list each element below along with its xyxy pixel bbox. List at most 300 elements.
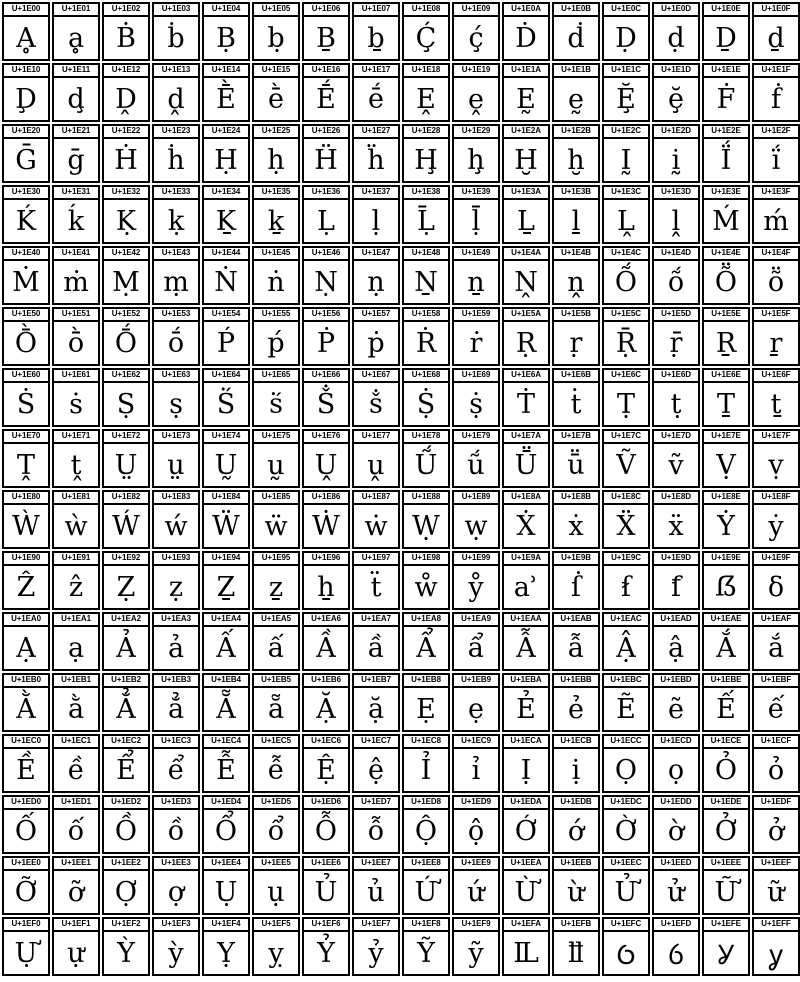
codepoint-label: U+1EF9: [454, 919, 498, 932]
glyph-cell: [452, 2, 500, 61]
codepoint-label: U+1E41: [54, 248, 98, 261]
glyph-character: Ḋ: [515, 22, 537, 54]
glyph-cell: [752, 185, 800, 244]
glyph-character: Ự: [14, 937, 38, 969]
codepoint-label: U+1E60: [4, 370, 48, 383]
glyph-cell: [502, 2, 550, 61]
glyph-cell: [252, 612, 300, 671]
glyph-character: Ổ: [214, 815, 238, 847]
glyph-character: Ḕ: [216, 83, 236, 115]
glyph-cell: [752, 429, 800, 488]
glyph-character: Ể: [116, 754, 136, 786]
glyph-character: Ẁ: [12, 510, 40, 542]
glyph-character: ẑ: [68, 571, 84, 603]
glyph-character: Ỗ: [314, 815, 338, 847]
glyph-character: ẏ: [768, 510, 784, 542]
codepoint-label: U+1E62: [104, 370, 148, 383]
glyph-character: ỉ: [471, 754, 481, 786]
glyph-character: Ề: [16, 754, 36, 786]
glyph-character: ẫ: [567, 632, 585, 664]
codepoint-label: U+1E68: [404, 370, 448, 383]
codepoint-label: U+1E47: [354, 248, 398, 261]
codepoint-label: U+1EF2: [104, 919, 148, 932]
glyph-character: ọ: [667, 754, 685, 786]
codepoint-label: U+1E86: [304, 492, 348, 505]
glyph-character: Ḗ: [316, 83, 336, 115]
glyph-character: ẚ: [513, 571, 539, 603]
codepoint-label: U+1E7B: [554, 431, 598, 444]
glyph-cell: [102, 612, 150, 671]
glyph-cell: [152, 795, 200, 854]
glyph-character: Ṛ: [515, 327, 537, 359]
codepoint-label: U+1E61: [54, 370, 98, 383]
glyph-character: Ṕ: [216, 327, 236, 359]
glyph-cell: [652, 673, 700, 732]
glyph-cell: [752, 612, 800, 671]
glyph-character: ở: [767, 815, 785, 847]
codepoint-label: U+1EA5: [254, 614, 298, 627]
glyph-character: Ị: [520, 754, 532, 786]
glyph-cell: [252, 490, 300, 549]
glyph-character: ṙ: [469, 327, 483, 359]
glyph-cell: [702, 795, 750, 854]
glyph-cell: [302, 2, 350, 61]
codepoint-label: U+1ED9: [454, 797, 498, 810]
glyph-cell: [402, 307, 450, 366]
glyph-cell: [702, 551, 750, 610]
glyph-cell: [252, 307, 300, 366]
codepoint-label: U+1E93: [154, 553, 198, 566]
glyph-character: ẇ: [364, 510, 388, 542]
glyph-cell: [252, 551, 300, 610]
glyph-character: ṁ: [63, 266, 89, 298]
glyph-cell: [352, 368, 400, 427]
glyph-character: Ḛ: [516, 83, 536, 115]
codepoint-label: U+1E8C: [604, 492, 648, 505]
glyph-character: Ḷ: [317, 205, 335, 237]
codepoint-label: U+1E14: [204, 65, 248, 78]
glyph-character: ẽ: [668, 693, 684, 725]
glyph-character: Ẳ: [116, 693, 136, 725]
glyph-character: ṅ: [267, 266, 285, 298]
codepoint-label: U+1E87: [354, 492, 398, 505]
glyph-cell: [102, 490, 150, 549]
codepoint-label: U+1EBD: [654, 675, 698, 688]
codepoint-label: U+1E53: [154, 309, 198, 322]
codepoint-label: U+1E12: [104, 65, 148, 78]
glyph-character: Ủ: [314, 876, 338, 908]
glyph-character: ụ: [267, 876, 285, 908]
glyph-character: ḉ: [468, 22, 484, 54]
glyph-cell: [602, 124, 650, 183]
glyph-character: ḫ: [567, 144, 585, 176]
codepoint-label: U+1E84: [204, 492, 248, 505]
codepoint-label: U+1E11: [54, 65, 98, 78]
glyph-character: Ḿ: [712, 205, 740, 237]
glyph-cell: [452, 429, 500, 488]
glyph-character: Ḟ: [716, 83, 736, 115]
glyph-cell: [102, 246, 150, 305]
glyph-cell: [402, 124, 450, 183]
codepoint-label: U+1ED7: [354, 797, 398, 810]
codepoint-label: U+1E52: [104, 309, 148, 322]
codepoint-label: U+1E35: [254, 187, 298, 200]
codepoint-label: U+1E6F: [754, 370, 798, 383]
glyph-character: ṉ: [467, 266, 485, 298]
glyph-grid: [2, 2, 798, 976]
codepoint-label: U+1E9A: [504, 553, 548, 566]
glyph-character: Ấ: [216, 632, 236, 664]
glyph-cell: [702, 917, 750, 976]
codepoint-label: U+1EB0: [4, 675, 48, 688]
codepoint-label: U+1E3F: [754, 187, 798, 200]
codepoint-label: U+1E33: [154, 187, 198, 200]
glyph-character: Ế: [716, 693, 736, 725]
codepoint-label: U+1E7F: [754, 431, 798, 444]
glyph-cell: [252, 917, 300, 976]
codepoint-label: U+1E8A: [504, 492, 548, 505]
glyph-character: ẍ: [668, 510, 684, 542]
glyph-character: Ḃ: [116, 22, 136, 54]
glyph-cell: [652, 490, 700, 549]
glyph-character: Ḍ: [615, 22, 637, 54]
glyph-cell: [752, 917, 800, 976]
glyph-character: ṻ: [567, 449, 585, 481]
glyph-character: Ỉ: [420, 754, 432, 786]
codepoint-label: U+1E90: [4, 553, 48, 566]
glyph-character: ḣ: [167, 144, 185, 176]
codepoint-label: U+1E39: [454, 187, 498, 200]
glyph-cell: [202, 856, 250, 915]
codepoint-label: U+1E2E: [704, 126, 748, 139]
glyph-cell: [652, 63, 700, 122]
glyph-cell: [402, 63, 450, 122]
glyph-cell: [352, 673, 400, 732]
glyph-cell: [102, 856, 150, 915]
glyph-cell: [2, 185, 50, 244]
glyph-cell: [602, 63, 650, 122]
glyph-cell: [702, 734, 750, 793]
glyph-cell: [602, 246, 650, 305]
glyph-character: Ậ: [616, 632, 636, 664]
glyph-cell: [402, 917, 450, 976]
codepoint-label: U+1E31: [54, 187, 98, 200]
glyph-character: ễ: [267, 754, 285, 786]
codepoint-label: U+1E73: [154, 431, 198, 444]
codepoint-label: U+1EDD: [654, 797, 698, 810]
glyph-character: Ờ: [614, 815, 638, 847]
glyph-character: ṷ: [367, 449, 385, 481]
glyph-cell: [502, 917, 550, 976]
codepoint-label: U+1EE0: [4, 858, 48, 871]
glyph-character: Ṻ: [514, 449, 538, 481]
codepoint-label: U+1EAB: [554, 614, 598, 627]
glyph-cell: [452, 734, 500, 793]
glyph-cell: [52, 917, 100, 976]
glyph-cell: [52, 734, 100, 793]
codepoint-label: U+1EAF: [754, 614, 798, 627]
glyph-cell: [102, 63, 150, 122]
glyph-cell: [352, 551, 400, 610]
glyph-cell: [202, 185, 250, 244]
codepoint-label: U+1E54: [204, 309, 248, 322]
glyph-character: ẘ: [414, 571, 438, 603]
glyph-character: Ṡ: [16, 388, 36, 420]
glyph-cell: [702, 307, 750, 366]
codepoint-label: U+1EF1: [54, 919, 98, 932]
codepoint-label: U+1E1C: [604, 65, 648, 78]
glyph-character: ṩ: [469, 388, 483, 420]
codepoint-label: U+1ED2: [104, 797, 148, 810]
glyph-cell: [102, 917, 150, 976]
glyph-character: ḙ: [468, 83, 484, 115]
codepoint-label: U+1EE3: [154, 858, 198, 871]
glyph-character: Ṁ: [12, 266, 40, 298]
glyph-cell: [302, 63, 350, 122]
glyph-cell: [352, 185, 400, 244]
glyph-cell: [402, 429, 450, 488]
codepoint-label: U+1E82: [104, 492, 148, 505]
codepoint-label: U+1EAD: [654, 614, 698, 627]
glyph-character: Ḑ: [15, 83, 37, 115]
codepoint-label: U+1E78: [404, 431, 448, 444]
glyph-character: ḃ: [167, 22, 185, 54]
glyph-cell: [2, 490, 50, 549]
codepoint-label: U+1E1F: [754, 65, 798, 78]
codepoint-label: U+1E36: [304, 187, 348, 200]
codepoint-label: U+1E51: [54, 309, 98, 322]
glyph-character: Ả: [116, 632, 136, 664]
glyph-character: Ồ: [114, 815, 138, 847]
codepoint-label: U+1EB6: [304, 675, 348, 688]
codepoint-label: U+1E70: [4, 431, 48, 444]
glyph-cell: [652, 551, 700, 610]
glyph-character: Ỵ: [217, 937, 235, 969]
glyph-character: Ẑ: [16, 571, 36, 603]
codepoint-label: U+1EEB: [554, 858, 598, 871]
glyph-cell: [302, 429, 350, 488]
glyph-cell: [752, 673, 800, 732]
glyph-character: ẉ: [464, 510, 488, 542]
codepoint-label: U+1E2B: [554, 126, 598, 139]
glyph-cell: [352, 429, 400, 488]
glyph-cell: [552, 124, 600, 183]
glyph-cell: [402, 612, 450, 671]
glyph-character: Ṵ: [214, 449, 238, 481]
codepoint-label: U+1EA4: [204, 614, 248, 627]
codepoint-label: U+1E94: [204, 553, 248, 566]
glyph-character: ḩ: [467, 144, 485, 176]
glyph-character: ẁ: [64, 510, 88, 542]
glyph-cell: [202, 368, 250, 427]
glyph-character: ợ: [167, 876, 185, 908]
glyph-character: ẅ: [264, 510, 288, 542]
glyph-cell: [302, 856, 350, 915]
codepoint-label: U+1E1B: [554, 65, 598, 78]
glyph-cell: [602, 429, 650, 488]
glyph-character: ḧ: [367, 144, 385, 176]
glyph-cell: [602, 551, 650, 610]
glyph-cell: [2, 63, 50, 122]
codepoint-label: U+1EA7: [354, 614, 398, 627]
glyph-character: Ẻ: [516, 693, 536, 725]
codepoint-label: U+1EC8: [404, 736, 448, 749]
glyph-cell: [502, 490, 550, 549]
codepoint-label: U+1E01: [54, 4, 98, 17]
glyph-character: Ớ: [514, 815, 538, 847]
codepoint-label: U+1E20: [4, 126, 48, 139]
glyph-character: Ṝ: [615, 327, 637, 359]
glyph-character: ṱ: [70, 449, 82, 481]
glyph-character: ḥ: [267, 144, 285, 176]
codepoint-label: U+1E3D: [654, 187, 698, 200]
glyph-character: Ḥ: [214, 144, 238, 176]
glyph-cell: [2, 917, 50, 976]
glyph-character: ẞ: [714, 571, 738, 603]
glyph-cell: [652, 368, 700, 427]
glyph-cell: [2, 551, 50, 610]
glyph-character: Ḙ: [416, 83, 436, 115]
glyph-cell: [652, 856, 700, 915]
glyph-character: ḵ: [267, 205, 285, 237]
glyph-cell: [302, 490, 350, 549]
glyph-character: Ḧ: [314, 144, 338, 176]
glyph-cell: [102, 185, 150, 244]
codepoint-label: U+1E5F: [754, 309, 798, 322]
codepoint-label: U+1E18: [404, 65, 448, 78]
glyph-character: ṛ: [569, 327, 583, 359]
glyph-cell: [602, 490, 650, 549]
glyph-cell: [252, 734, 300, 793]
glyph-character: ṗ: [367, 327, 385, 359]
codepoint-label: U+1E1D: [654, 65, 698, 78]
glyph-cell: [202, 2, 250, 61]
glyph-character: Ṥ: [216, 388, 236, 420]
glyph-cell: [502, 551, 550, 610]
codepoint-label: U+1EFF: [754, 919, 798, 932]
glyph-character: ẖ: [317, 571, 335, 603]
glyph-character: Ḇ: [316, 22, 336, 54]
glyph-character: Ẽ: [616, 693, 636, 725]
codepoint-label: U+1E45: [254, 248, 298, 261]
glyph-cell: [752, 124, 800, 183]
glyph-character: Ố: [14, 815, 38, 847]
glyph-cell: [702, 2, 750, 61]
glyph-character: Ắ: [716, 632, 736, 664]
glyph-character: ḑ: [67, 83, 85, 115]
glyph-cell: [702, 490, 750, 549]
codepoint-label: U+1EDC: [604, 797, 648, 810]
codepoint-label: U+1E19: [454, 65, 498, 78]
glyph-cell: [252, 795, 300, 854]
glyph-character: ồ: [167, 815, 185, 847]
codepoint-label: U+1E6D: [654, 370, 698, 383]
glyph-character: ḿ: [763, 205, 789, 237]
codepoint-label: U+1E0B: [554, 4, 598, 17]
glyph-cell: [652, 185, 700, 244]
glyph-cell: [302, 917, 350, 976]
glyph-character: Ừ: [514, 876, 538, 908]
glyph-character: Ṷ: [314, 449, 338, 481]
glyph-character: Ṽ: [616, 449, 636, 481]
glyph-cell: [502, 734, 550, 793]
codepoint-label: U+1EBE: [704, 675, 748, 688]
codepoint-label: U+1E26: [304, 126, 348, 139]
glyph-character: Ṙ: [415, 327, 437, 359]
glyph-cell: [152, 551, 200, 610]
glyph-cell: [202, 551, 250, 610]
glyph-cell: [152, 185, 200, 244]
glyph-character: Ẕ: [216, 571, 236, 603]
glyph-character: Ṃ: [112, 266, 140, 298]
codepoint-label: U+1E77: [354, 431, 398, 444]
codepoint-label: U+1E48: [404, 248, 448, 261]
glyph-character: ệ: [368, 754, 384, 786]
glyph-cell: [552, 856, 600, 915]
codepoint-label: U+1E81: [54, 492, 98, 505]
glyph-cell: [552, 185, 600, 244]
glyph-character: Ợ: [114, 876, 138, 908]
codepoint-label: U+1E2F: [754, 126, 798, 139]
codepoint-label: U+1EED: [654, 858, 698, 871]
glyph-cell: [452, 490, 500, 549]
glyph-cell: [602, 795, 650, 854]
glyph-character: ṡ: [69, 388, 83, 420]
codepoint-label: U+1E69: [454, 370, 498, 383]
glyph-character: Ṩ: [416, 388, 436, 420]
glyph-character: ề: [67, 754, 85, 786]
glyph-cell: [152, 2, 200, 61]
codepoint-label: U+1E98: [404, 553, 448, 566]
glyph-cell: [52, 124, 100, 183]
glyph-cell: [402, 490, 450, 549]
glyph-cell: [502, 795, 550, 854]
glyph-cell: [752, 246, 800, 305]
glyph-character: Ḣ: [114, 144, 138, 176]
codepoint-label: U+1E09: [454, 4, 498, 17]
glyph-cell: [2, 856, 50, 915]
glyph-character: ử: [667, 876, 685, 908]
glyph-cell: [252, 2, 300, 61]
glyph-cell: [652, 246, 700, 305]
glyph-cell: [52, 673, 100, 732]
codepoint-label: U+1E5B: [554, 309, 598, 322]
codepoint-label: U+1EA8: [404, 614, 448, 627]
glyph-cell: [52, 490, 100, 549]
codepoint-label: U+1EFD: [654, 919, 698, 932]
codepoint-label: U+1EB5: [254, 675, 298, 688]
glyph-cell: [552, 795, 600, 854]
glyph-character: ữ: [767, 876, 785, 908]
glyph-cell: [652, 612, 700, 671]
codepoint-label: U+1EFC: [604, 919, 648, 932]
glyph-character: Ḱ: [15, 205, 37, 237]
codepoint-label: U+1EFA: [504, 919, 548, 932]
glyph-character: Ḫ: [514, 144, 538, 176]
glyph-character: ṯ: [770, 388, 782, 420]
codepoint-label: U+1E3C: [604, 187, 648, 200]
codepoint-label: U+1E03: [154, 4, 198, 17]
codepoint-label: U+1E76: [304, 431, 348, 444]
glyph-cell: [152, 429, 200, 488]
glyph-cell: [302, 368, 350, 427]
glyph-cell: [202, 246, 250, 305]
codepoint-label: U+1E7C: [604, 431, 648, 444]
glyph-cell: [502, 185, 550, 244]
glyph-character: ṥ: [269, 388, 283, 420]
glyph-cell: [152, 307, 200, 366]
codepoint-label: U+1E24: [204, 126, 248, 139]
